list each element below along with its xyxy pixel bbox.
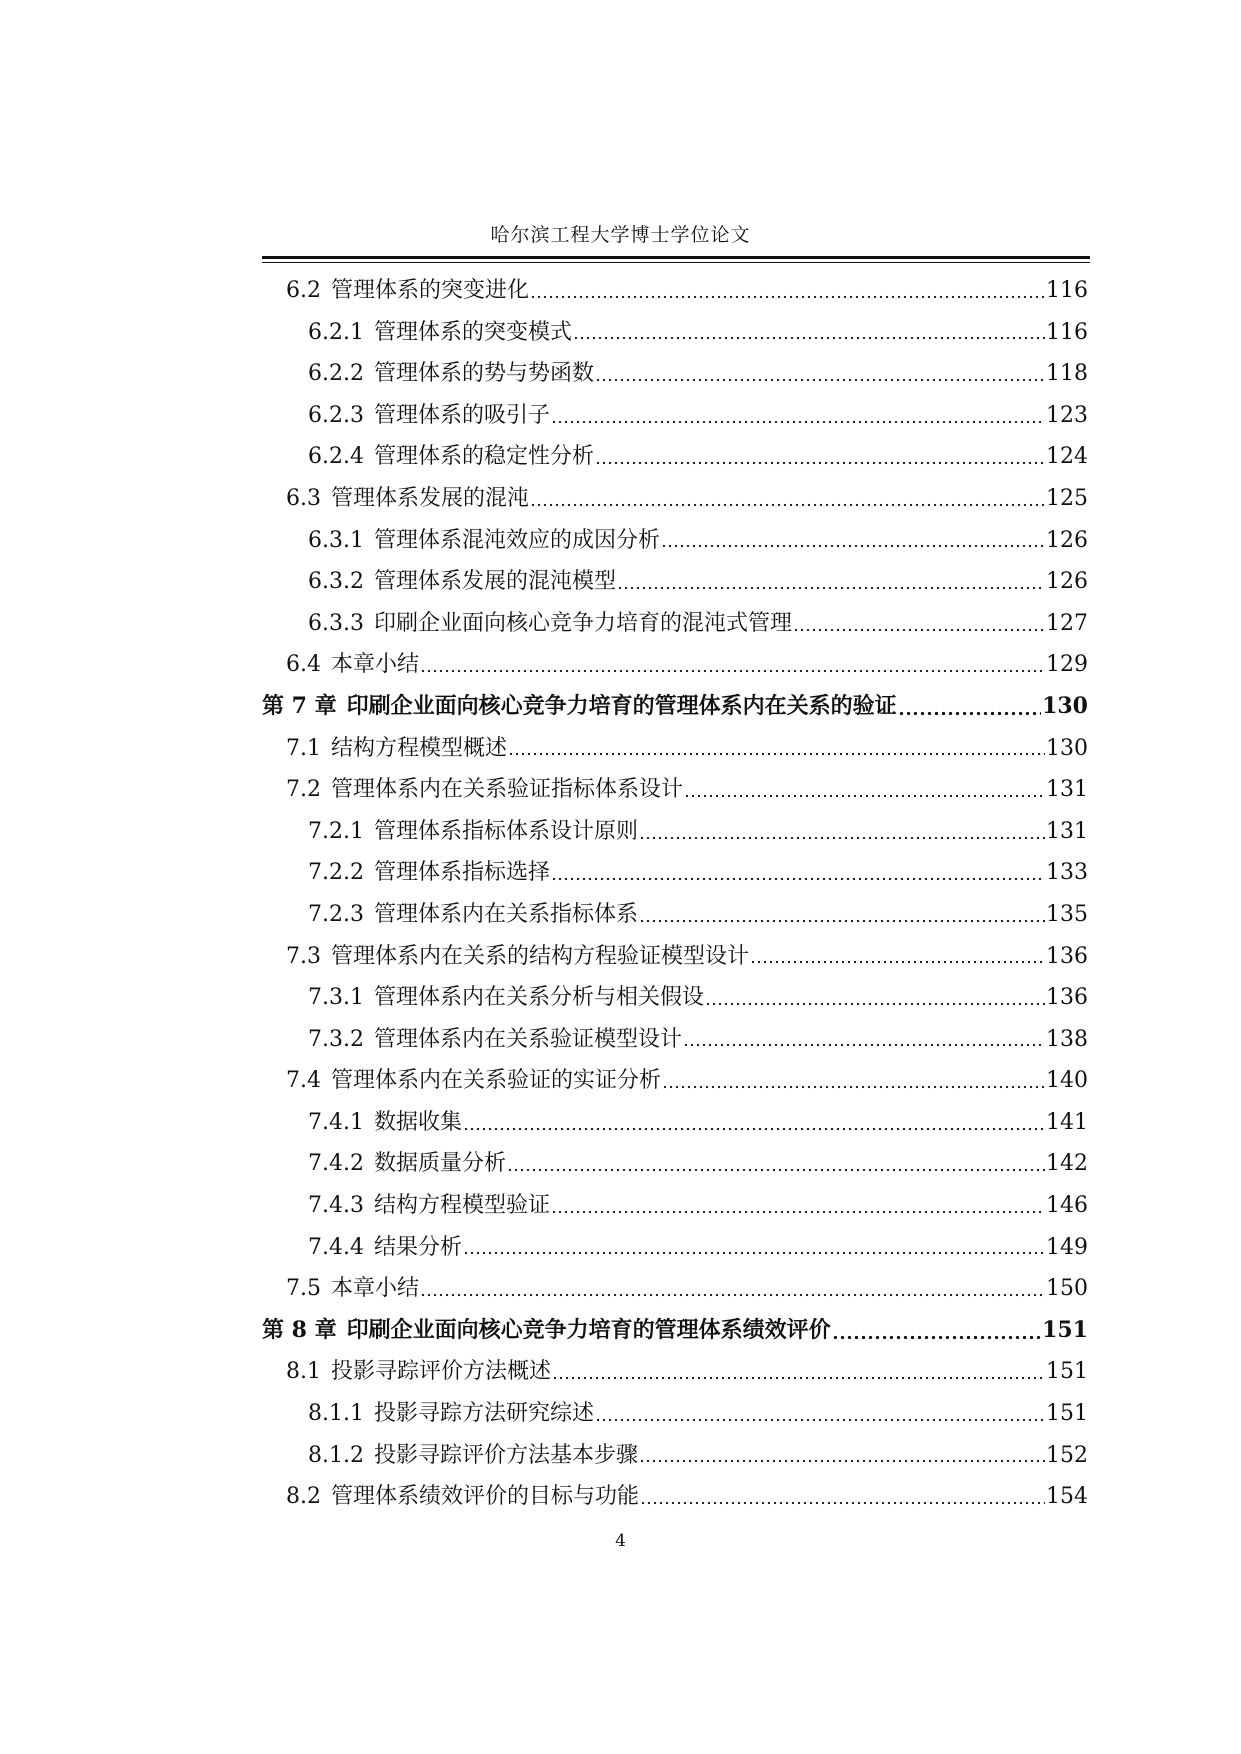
toc-dot-leader: [639, 1444, 1045, 1466]
toc-entry[interactable]: [262, 936, 1088, 978]
toc-entry[interactable]: [262, 1268, 1088, 1310]
toc-entry[interactable]: [262, 1102, 1088, 1144]
toc-entry-number: 6.3.1: [308, 527, 364, 553]
toc-entry-page: 133: [1046, 860, 1088, 886]
toc-entry-title: 印刷企业面向核心竞争力培育的管理体系内在关系的验证: [346, 692, 897, 719]
toc-entry-page: 142: [1046, 1151, 1088, 1177]
toc-dot-leader: [595, 1403, 1045, 1425]
toc-entry-page: 125: [1046, 485, 1088, 511]
toc-entry-title: 管理体系内在关系指标体系: [373, 901, 638, 927]
toc-entry-number: 6.2.4: [308, 444, 364, 470]
toc-entry[interactable]: [262, 852, 1088, 894]
toc-entry[interactable]: [262, 270, 1088, 312]
toc-entry-number: 6.2.3: [308, 402, 364, 428]
toc-entry[interactable]: [262, 1143, 1088, 1185]
toc-entry-title: 数据收集: [373, 1109, 462, 1135]
toc-dot-leader: [595, 363, 1045, 385]
toc-entry[interactable]: [262, 977, 1088, 1019]
toc-entry-title: 管理体系绩效评价的目标与功能: [331, 1484, 640, 1510]
toc-entry-number: 7.4.3: [308, 1193, 364, 1219]
page-header-title: 哈尔滨工程大学博士学位论文: [490, 224, 751, 246]
toc-entry-number: 7.3.2: [308, 1026, 364, 1052]
toc-dot-leader: [507, 1153, 1045, 1175]
toc-entry-title: 印刷企业面向核心竞争力培育的管理体系绩效评价: [346, 1316, 831, 1343]
toc-dot-leader: [595, 446, 1045, 468]
toc-entry-title: 管理体系内在关系验证的实证分析: [331, 1068, 662, 1094]
toc-entry-page: 150: [1046, 1276, 1088, 1302]
toc-entry[interactable]: [262, 1227, 1088, 1269]
toc-entry[interactable]: [262, 312, 1088, 354]
toc-entry[interactable]: [262, 395, 1088, 437]
header-rule-thin: [262, 262, 1090, 263]
toc-entry-number: 6.3.2: [308, 569, 364, 595]
toc-entry-page: 129: [1046, 652, 1088, 678]
toc-entry[interactable]: [262, 728, 1088, 770]
toc-entry-page: 131: [1046, 777, 1088, 803]
toc-entry-number: 7.2.1: [308, 818, 364, 844]
toc-entry[interactable]: [262, 1060, 1088, 1102]
toc-entry[interactable]: [262, 1476, 1088, 1518]
toc-entry-title: 本章小结: [331, 1276, 420, 1302]
toc-chapter-entry[interactable]: [262, 1310, 1088, 1352]
toc-dot-leader: [898, 696, 1041, 718]
toc-entry-title: 管理体系内在关系的结构方程验证模型设计: [331, 943, 750, 969]
toc-entry-number: 7.3: [286, 943, 321, 969]
toc-entry-number: 6.2.2: [308, 361, 364, 387]
toc-entry-title: 管理体系发展的混沌模型: [373, 569, 616, 595]
toc-entry-title: 投影寻踪评价方法基本步骤: [373, 1442, 638, 1468]
toc-dot-leader: [552, 1361, 1045, 1383]
toc-dot-leader: [639, 904, 1045, 926]
toc-entry-page: 149: [1046, 1234, 1088, 1260]
toc-entry-title: 管理体系混沌效应的成因分析: [373, 527, 660, 553]
toc-dot-leader: [508, 737, 1045, 759]
toc-entry-page: 135: [1046, 901, 1088, 927]
header-rule-thick: [262, 256, 1090, 259]
toc-entry[interactable]: [262, 561, 1088, 603]
toc-entry-page: 151: [1042, 1316, 1088, 1343]
toc-entry-number: 6.4: [286, 652, 321, 678]
toc-entry[interactable]: [262, 1393, 1088, 1435]
toc-dot-leader: [463, 1236, 1045, 1258]
toc-entry[interactable]: [262, 1019, 1088, 1061]
toc-entry-page: 130: [1042, 692, 1088, 719]
toc-entry-title: 结果分析: [373, 1234, 462, 1260]
page-number: 4: [615, 1531, 626, 1551]
toc-entry-title: 管理体系内在关系验证模型设计: [373, 1026, 682, 1052]
toc-entry[interactable]: [262, 436, 1088, 478]
toc-entry-number: 第 8 章: [262, 1316, 337, 1343]
toc-entry-number: 8.2: [286, 1484, 321, 1510]
toc-entry-page: 136: [1046, 985, 1088, 1011]
toc-entry-title: 结构方程模型概述: [331, 735, 508, 761]
toc-entry-page: 126: [1046, 569, 1088, 595]
toc-entry-page: 124: [1046, 444, 1088, 470]
toc-entry-title: 投影寻踪评价方法概述: [331, 1359, 552, 1385]
toc-entry-number: 8.1: [286, 1359, 321, 1385]
toc-dot-leader: [793, 613, 1045, 635]
toc-entry-page: 118: [1046, 361, 1088, 387]
toc-entry-number: 6.2.1: [308, 319, 364, 345]
toc-entry-number: 7.2: [286, 777, 321, 803]
toc-entry-title: 管理体系的吸引子: [373, 402, 550, 428]
toc-entry-title: 数据质量分析: [373, 1151, 506, 1177]
toc-entry[interactable]: [262, 1351, 1088, 1393]
toc-entry[interactable]: [262, 520, 1088, 562]
toc-dot-leader: [640, 1486, 1045, 1508]
toc-entry[interactable]: [262, 353, 1088, 395]
toc-entry[interactable]: [262, 811, 1088, 853]
toc-dot-leader: [420, 1278, 1045, 1300]
toc-entry-number: 7.4.1: [308, 1109, 364, 1135]
toc-entry-number: 8.1.2: [308, 1442, 364, 1468]
toc-dot-leader: [530, 488, 1045, 510]
toc-entry-number: 7.4: [286, 1068, 321, 1094]
toc-entry-title: 管理体系的势与势函数: [373, 361, 594, 387]
toc-entry[interactable]: [262, 478, 1088, 520]
toc-entry-title: 印刷企业面向核心竞争力培育的混沌式管理: [373, 610, 792, 636]
toc-chapter-entry[interactable]: [262, 686, 1088, 728]
toc-dot-leader: [705, 987, 1045, 1009]
toc-entry-page: 154: [1046, 1484, 1088, 1510]
toc-entry-title: 管理体系发展的混沌: [331, 485, 530, 511]
toc-entry-number: 8.1.1: [308, 1401, 364, 1427]
toc-entry-title: 管理体系的突变进化: [331, 278, 530, 303]
toc-dot-leader: [750, 945, 1045, 967]
toc-entry-page: 151: [1046, 1359, 1088, 1385]
toc-dot-leader: [662, 1070, 1045, 1092]
toc-entry-page: 136: [1046, 943, 1088, 969]
toc-entry-number: 6.2: [286, 278, 321, 303]
toc-entry-number: 7.3.1: [308, 985, 364, 1011]
toc-dot-leader: [420, 654, 1045, 676]
toc-entry-page: 152: [1046, 1442, 1088, 1468]
toc-dot-leader: [530, 280, 1045, 302]
toc-entry-title: 管理体系的稳定性分析: [373, 444, 594, 470]
toc-entry[interactable]: [262, 1185, 1088, 1227]
toc-dot-leader: [551, 405, 1045, 427]
toc-dot-leader: [463, 1112, 1045, 1134]
toc-entry-page: 127: [1046, 610, 1088, 636]
toc-entry-page: 146: [1046, 1193, 1088, 1219]
toc-entry-page: 126: [1046, 527, 1088, 553]
toc-entry-title: 管理体系内在关系验证指标体系设计: [331, 777, 684, 803]
toc-entry-number: 7.5: [286, 1276, 321, 1302]
toc-entry-page: 116: [1046, 319, 1088, 345]
toc-dot-leader: [551, 862, 1045, 884]
toc-dot-leader: [832, 1320, 1041, 1342]
toc-entry-page: 141: [1046, 1109, 1088, 1135]
toc-dot-leader: [639, 821, 1045, 843]
toc-entry[interactable]: [262, 1435, 1088, 1477]
toc-entry-title: 管理体系内在关系分析与相关假设: [373, 985, 704, 1011]
toc-entry-number: 7.4.2: [308, 1151, 364, 1177]
toc-entry[interactable]: [262, 603, 1088, 645]
toc-entry[interactable]: [262, 769, 1088, 811]
toc-entry-number: 第 7 章: [262, 692, 337, 719]
toc-dot-leader: [551, 1195, 1045, 1217]
toc-entry-number: 6.3: [286, 485, 321, 511]
toc-entry-title: 管理体系的突变模式: [373, 319, 572, 345]
toc-dot-leader: [684, 779, 1045, 801]
toc-entry-page: 140: [1046, 1068, 1088, 1094]
toc-dot-leader: [573, 321, 1045, 343]
toc-entry-page: 130: [1046, 735, 1088, 761]
toc-entry-number: 7.1: [286, 735, 321, 761]
toc-entry-number: 6.3.3: [308, 610, 364, 636]
toc-entry-number: 7.2.2: [308, 860, 364, 886]
toc-entry-title: 管理体系指标体系设计原则: [373, 818, 638, 844]
toc-dot-leader: [683, 1028, 1045, 1050]
toc-entry[interactable]: [262, 894, 1088, 936]
toc-dot-leader: [661, 529, 1045, 551]
toc-entry-page: 138: [1046, 1026, 1088, 1052]
toc-entry-title: 本章小结: [331, 652, 420, 678]
table-of-contents: [262, 270, 1088, 1518]
toc-entry-title: 管理体系指标选择: [373, 860, 550, 886]
toc-entry-page: 116: [1046, 278, 1088, 303]
toc-entry-page: 151: [1046, 1401, 1088, 1427]
toc-entry[interactable]: [262, 644, 1088, 686]
toc-entry-title: 结构方程模型验证: [373, 1193, 550, 1219]
toc-entry-page: 131: [1046, 818, 1088, 844]
toc-dot-leader: [617, 571, 1045, 593]
toc-entry-number: 7.4.4: [308, 1234, 364, 1260]
toc-entry-title: 投影寻踪方法研究综述: [373, 1401, 594, 1427]
toc-entry-number: 7.2.3: [308, 901, 364, 927]
toc-entry-page: 123: [1046, 402, 1088, 428]
